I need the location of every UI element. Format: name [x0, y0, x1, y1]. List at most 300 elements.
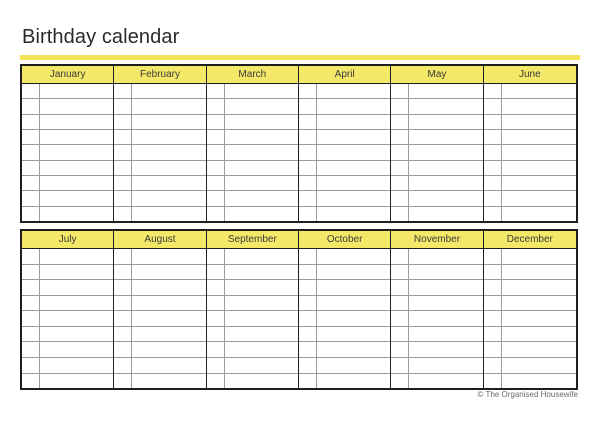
day-cell	[391, 115, 409, 129]
name-cell	[502, 265, 576, 280]
name-cell	[132, 311, 205, 326]
day-cell	[207, 161, 225, 175]
day-cell	[22, 161, 40, 175]
birthday-row	[299, 161, 390, 176]
birthday-row	[299, 249, 390, 265]
name-cell	[409, 161, 482, 175]
day-cell	[299, 161, 317, 175]
day-cell	[299, 84, 317, 98]
name-cell	[317, 280, 390, 295]
month-column-july	[22, 231, 114, 388]
day-cell	[22, 296, 40, 311]
name-cell	[40, 358, 113, 373]
birthday-row	[484, 84, 576, 99]
birthday-row	[22, 265, 113, 281]
birthday-row	[22, 84, 113, 99]
name-cell	[40, 342, 113, 357]
day-cell	[484, 176, 502, 190]
day-cell	[22, 374, 40, 389]
day-cell	[207, 207, 225, 221]
birthday-row	[114, 265, 205, 281]
name-cell	[502, 84, 576, 98]
months-bottom-section	[20, 229, 578, 390]
birthday-row	[207, 115, 298, 130]
day-cell	[114, 327, 132, 342]
day-cell	[207, 280, 225, 295]
name-cell	[409, 296, 482, 311]
day-cell	[207, 99, 225, 113]
day-cell	[114, 99, 132, 113]
birthday-row	[484, 115, 576, 130]
day-cell	[391, 342, 409, 357]
birthday-row	[391, 311, 482, 327]
day-cell	[22, 358, 40, 373]
day-cell	[484, 311, 502, 326]
birthday-row	[484, 130, 576, 145]
birthday-row	[114, 358, 205, 374]
birthday-row	[207, 130, 298, 145]
day-cell	[391, 265, 409, 280]
month-column-april	[299, 66, 391, 221]
day-cell	[114, 161, 132, 175]
day-cell	[207, 327, 225, 342]
name-cell	[317, 161, 390, 175]
name-cell	[132, 296, 205, 311]
day-cell	[207, 342, 225, 357]
day-cell	[207, 84, 225, 98]
day-cell	[391, 311, 409, 326]
day-cell	[484, 145, 502, 159]
name-cell	[40, 327, 113, 342]
name-cell	[40, 84, 113, 98]
month-header: March	[207, 66, 298, 84]
day-cell	[484, 280, 502, 295]
month-rows	[207, 84, 298, 221]
birthday-row	[22, 176, 113, 191]
birthday-row	[299, 296, 390, 312]
day-cell	[299, 280, 317, 295]
name-cell	[40, 130, 113, 144]
birthday-row	[207, 99, 298, 114]
month-column-march	[207, 66, 299, 221]
day-cell	[391, 176, 409, 190]
name-cell	[40, 176, 113, 190]
page-title: Birthday calendar	[22, 26, 180, 48]
day-cell	[207, 311, 225, 326]
day-cell	[114, 265, 132, 280]
month-header: November	[391, 231, 482, 249]
day-cell	[299, 296, 317, 311]
name-cell	[132, 176, 205, 190]
birthday-row	[114, 296, 205, 312]
birthday-row	[22, 374, 113, 389]
day-cell	[391, 207, 409, 221]
day-cell	[207, 358, 225, 373]
birthday-row	[391, 280, 482, 296]
month-rows	[391, 84, 482, 221]
birthday-row	[299, 115, 390, 130]
day-cell	[484, 374, 502, 389]
birthday-row	[22, 145, 113, 160]
name-cell	[317, 145, 390, 159]
name-cell	[317, 311, 390, 326]
day-cell	[299, 176, 317, 190]
birthday-row	[207, 311, 298, 327]
birthday-row	[391, 265, 482, 281]
day-cell	[299, 99, 317, 113]
day-cell	[22, 115, 40, 129]
birthday-row	[22, 280, 113, 296]
copyright-footer: © The Organised Housewife	[477, 390, 578, 399]
birthday-row	[22, 207, 113, 221]
name-cell	[132, 130, 205, 144]
name-cell	[409, 342, 482, 357]
birthday-row	[299, 358, 390, 374]
birthday-row	[22, 249, 113, 265]
name-cell	[132, 265, 205, 280]
birthday-row	[299, 342, 390, 358]
birthday-row	[114, 374, 205, 389]
title-underline-bar	[20, 55, 580, 60]
month-rows	[299, 84, 390, 221]
name-cell	[132, 374, 205, 389]
birthday-row	[391, 327, 482, 343]
name-cell	[132, 342, 205, 357]
day-cell	[391, 327, 409, 342]
day-cell	[484, 327, 502, 342]
month-header: December	[484, 231, 576, 249]
month-column-january	[22, 66, 114, 221]
day-cell	[299, 327, 317, 342]
name-cell	[132, 115, 205, 129]
birthday-row	[207, 358, 298, 374]
birthday-row	[299, 265, 390, 281]
day-cell	[391, 358, 409, 373]
name-cell	[317, 342, 390, 357]
name-cell	[40, 280, 113, 295]
name-cell	[225, 249, 298, 264]
birthday-row	[114, 207, 205, 221]
name-cell	[225, 191, 298, 205]
birthday-row	[22, 99, 113, 114]
birthday-row	[484, 99, 576, 114]
name-cell	[317, 249, 390, 264]
name-cell	[317, 296, 390, 311]
day-cell	[484, 161, 502, 175]
birthday-row	[114, 84, 205, 99]
name-cell	[225, 296, 298, 311]
month-rows	[22, 84, 113, 221]
name-cell	[317, 176, 390, 190]
name-cell	[317, 99, 390, 113]
name-cell	[502, 327, 576, 342]
birthday-row	[484, 342, 576, 358]
name-cell	[317, 84, 390, 98]
birthday-row	[22, 327, 113, 343]
day-cell	[391, 296, 409, 311]
birthday-row	[299, 191, 390, 206]
day-cell	[114, 145, 132, 159]
day-cell	[22, 249, 40, 264]
birthday-row	[484, 280, 576, 296]
month-rows	[114, 249, 205, 388]
day-cell	[299, 145, 317, 159]
birthday-row	[114, 342, 205, 358]
name-cell	[225, 265, 298, 280]
name-cell	[132, 280, 205, 295]
month-column-september	[207, 231, 299, 388]
birthday-row	[484, 249, 576, 265]
day-cell	[22, 84, 40, 98]
name-cell	[132, 358, 205, 373]
birthday-row	[114, 191, 205, 206]
day-cell	[391, 280, 409, 295]
birthday-row	[207, 207, 298, 221]
day-cell	[484, 115, 502, 129]
birthday-row	[207, 161, 298, 176]
day-cell	[22, 311, 40, 326]
name-cell	[40, 265, 113, 280]
month-header: January	[22, 66, 113, 84]
day-cell	[22, 176, 40, 190]
birthday-row	[391, 145, 482, 160]
name-cell	[40, 115, 113, 129]
birthday-row	[114, 99, 205, 114]
birthday-row	[484, 161, 576, 176]
day-cell	[114, 374, 132, 389]
name-cell	[40, 374, 113, 389]
day-cell	[391, 161, 409, 175]
month-header: April	[299, 66, 390, 84]
name-cell	[225, 176, 298, 190]
day-cell	[484, 265, 502, 280]
name-cell	[502, 249, 576, 264]
day-cell	[484, 296, 502, 311]
birthday-row	[114, 280, 205, 296]
day-cell	[299, 358, 317, 373]
day-cell	[484, 191, 502, 205]
birthday-row	[391, 130, 482, 145]
birthday-row	[114, 327, 205, 343]
month-header: May	[391, 66, 482, 84]
month-rows	[22, 249, 113, 388]
name-cell	[225, 161, 298, 175]
birthday-row	[391, 99, 482, 114]
day-cell	[114, 358, 132, 373]
name-cell	[40, 311, 113, 326]
name-cell	[409, 191, 482, 205]
birthday-row	[207, 342, 298, 358]
day-cell	[299, 191, 317, 205]
birthday-row	[391, 176, 482, 191]
day-cell	[114, 207, 132, 221]
month-column-november	[391, 231, 483, 388]
birthday-row	[484, 265, 576, 281]
name-cell	[40, 191, 113, 205]
day-cell	[114, 249, 132, 264]
day-cell	[299, 311, 317, 326]
name-cell	[225, 99, 298, 113]
month-column-december	[484, 231, 576, 388]
name-cell	[502, 176, 576, 190]
day-cell	[22, 145, 40, 159]
month-header: July	[22, 231, 113, 249]
name-cell	[40, 207, 113, 221]
day-cell	[207, 265, 225, 280]
day-cell	[22, 130, 40, 144]
birthday-row	[484, 191, 576, 206]
day-cell	[484, 342, 502, 357]
name-cell	[409, 176, 482, 190]
name-cell	[132, 327, 205, 342]
name-cell	[409, 374, 482, 389]
birthday-row	[391, 84, 482, 99]
name-cell	[502, 161, 576, 175]
birthday-row	[114, 311, 205, 327]
name-cell	[502, 191, 576, 205]
birthday-row	[391, 161, 482, 176]
day-cell	[22, 280, 40, 295]
birthday-row	[114, 249, 205, 265]
birthday-row	[207, 176, 298, 191]
name-cell	[317, 191, 390, 205]
birthday-row	[484, 296, 576, 312]
day-cell	[114, 130, 132, 144]
birthday-row	[299, 130, 390, 145]
name-cell	[317, 130, 390, 144]
birthday-row	[22, 115, 113, 130]
name-cell	[502, 311, 576, 326]
day-cell	[299, 374, 317, 389]
name-cell	[409, 207, 482, 221]
day-cell	[207, 374, 225, 389]
day-cell	[22, 99, 40, 113]
day-cell	[299, 265, 317, 280]
name-cell	[225, 280, 298, 295]
day-cell	[22, 207, 40, 221]
birthday-row	[207, 374, 298, 389]
day-cell	[484, 130, 502, 144]
birthday-row	[207, 249, 298, 265]
month-header: August	[114, 231, 205, 249]
birthday-row	[391, 342, 482, 358]
month-column-october	[299, 231, 391, 388]
birthday-row	[22, 296, 113, 312]
name-cell	[132, 207, 205, 221]
birthday-row	[484, 176, 576, 191]
day-cell	[207, 176, 225, 190]
birthday-row	[207, 191, 298, 206]
name-cell	[40, 99, 113, 113]
month-rows	[299, 249, 390, 388]
birthday-row	[299, 311, 390, 327]
day-cell	[114, 311, 132, 326]
birthday-row	[484, 145, 576, 160]
birthday-row	[207, 265, 298, 281]
day-cell	[114, 191, 132, 205]
day-cell	[391, 99, 409, 113]
birthday-row	[22, 342, 113, 358]
birthday-row	[22, 130, 113, 145]
birthday-row	[22, 191, 113, 206]
month-column-august	[114, 231, 206, 388]
birthday-row	[484, 311, 576, 327]
day-cell	[391, 130, 409, 144]
name-cell	[40, 145, 113, 159]
name-cell	[502, 296, 576, 311]
name-cell	[225, 327, 298, 342]
day-cell	[114, 84, 132, 98]
day-cell	[22, 342, 40, 357]
birthday-row	[299, 327, 390, 343]
birthday-row	[114, 145, 205, 160]
month-column-february	[114, 66, 206, 221]
name-cell	[409, 249, 482, 264]
day-cell	[114, 176, 132, 190]
birthday-row	[391, 207, 482, 221]
name-cell	[502, 99, 576, 113]
birthday-row	[22, 311, 113, 327]
name-cell	[502, 374, 576, 389]
day-cell	[22, 191, 40, 205]
name-cell	[409, 311, 482, 326]
day-cell	[484, 358, 502, 373]
day-cell	[391, 191, 409, 205]
name-cell	[409, 358, 482, 373]
day-cell	[114, 280, 132, 295]
birthday-row	[484, 358, 576, 374]
name-cell	[317, 115, 390, 129]
birthday-row	[391, 374, 482, 389]
birthday-row	[391, 249, 482, 265]
name-cell	[502, 145, 576, 159]
name-cell	[317, 327, 390, 342]
name-cell	[409, 280, 482, 295]
month-rows	[484, 249, 576, 388]
name-cell	[225, 342, 298, 357]
birthday-row	[299, 99, 390, 114]
name-cell	[132, 84, 205, 98]
name-cell	[225, 145, 298, 159]
day-cell	[484, 207, 502, 221]
month-header: February	[114, 66, 205, 84]
name-cell	[132, 249, 205, 264]
birthday-row	[114, 176, 205, 191]
day-cell	[299, 207, 317, 221]
name-cell	[502, 115, 576, 129]
name-cell	[40, 161, 113, 175]
name-cell	[225, 207, 298, 221]
day-cell	[22, 327, 40, 342]
birthday-row	[391, 191, 482, 206]
month-column-june	[484, 66, 576, 221]
day-cell	[207, 249, 225, 264]
months-top-section	[20, 64, 578, 223]
birthday-row	[114, 161, 205, 176]
name-cell	[225, 115, 298, 129]
day-cell	[484, 99, 502, 113]
month-column-may	[391, 66, 483, 221]
name-cell	[132, 161, 205, 175]
name-cell	[225, 130, 298, 144]
day-cell	[484, 249, 502, 264]
birthday-row	[299, 176, 390, 191]
birthday-row	[391, 115, 482, 130]
month-rows	[114, 84, 205, 221]
name-cell	[225, 311, 298, 326]
birthday-row	[114, 130, 205, 145]
month-header: September	[207, 231, 298, 249]
